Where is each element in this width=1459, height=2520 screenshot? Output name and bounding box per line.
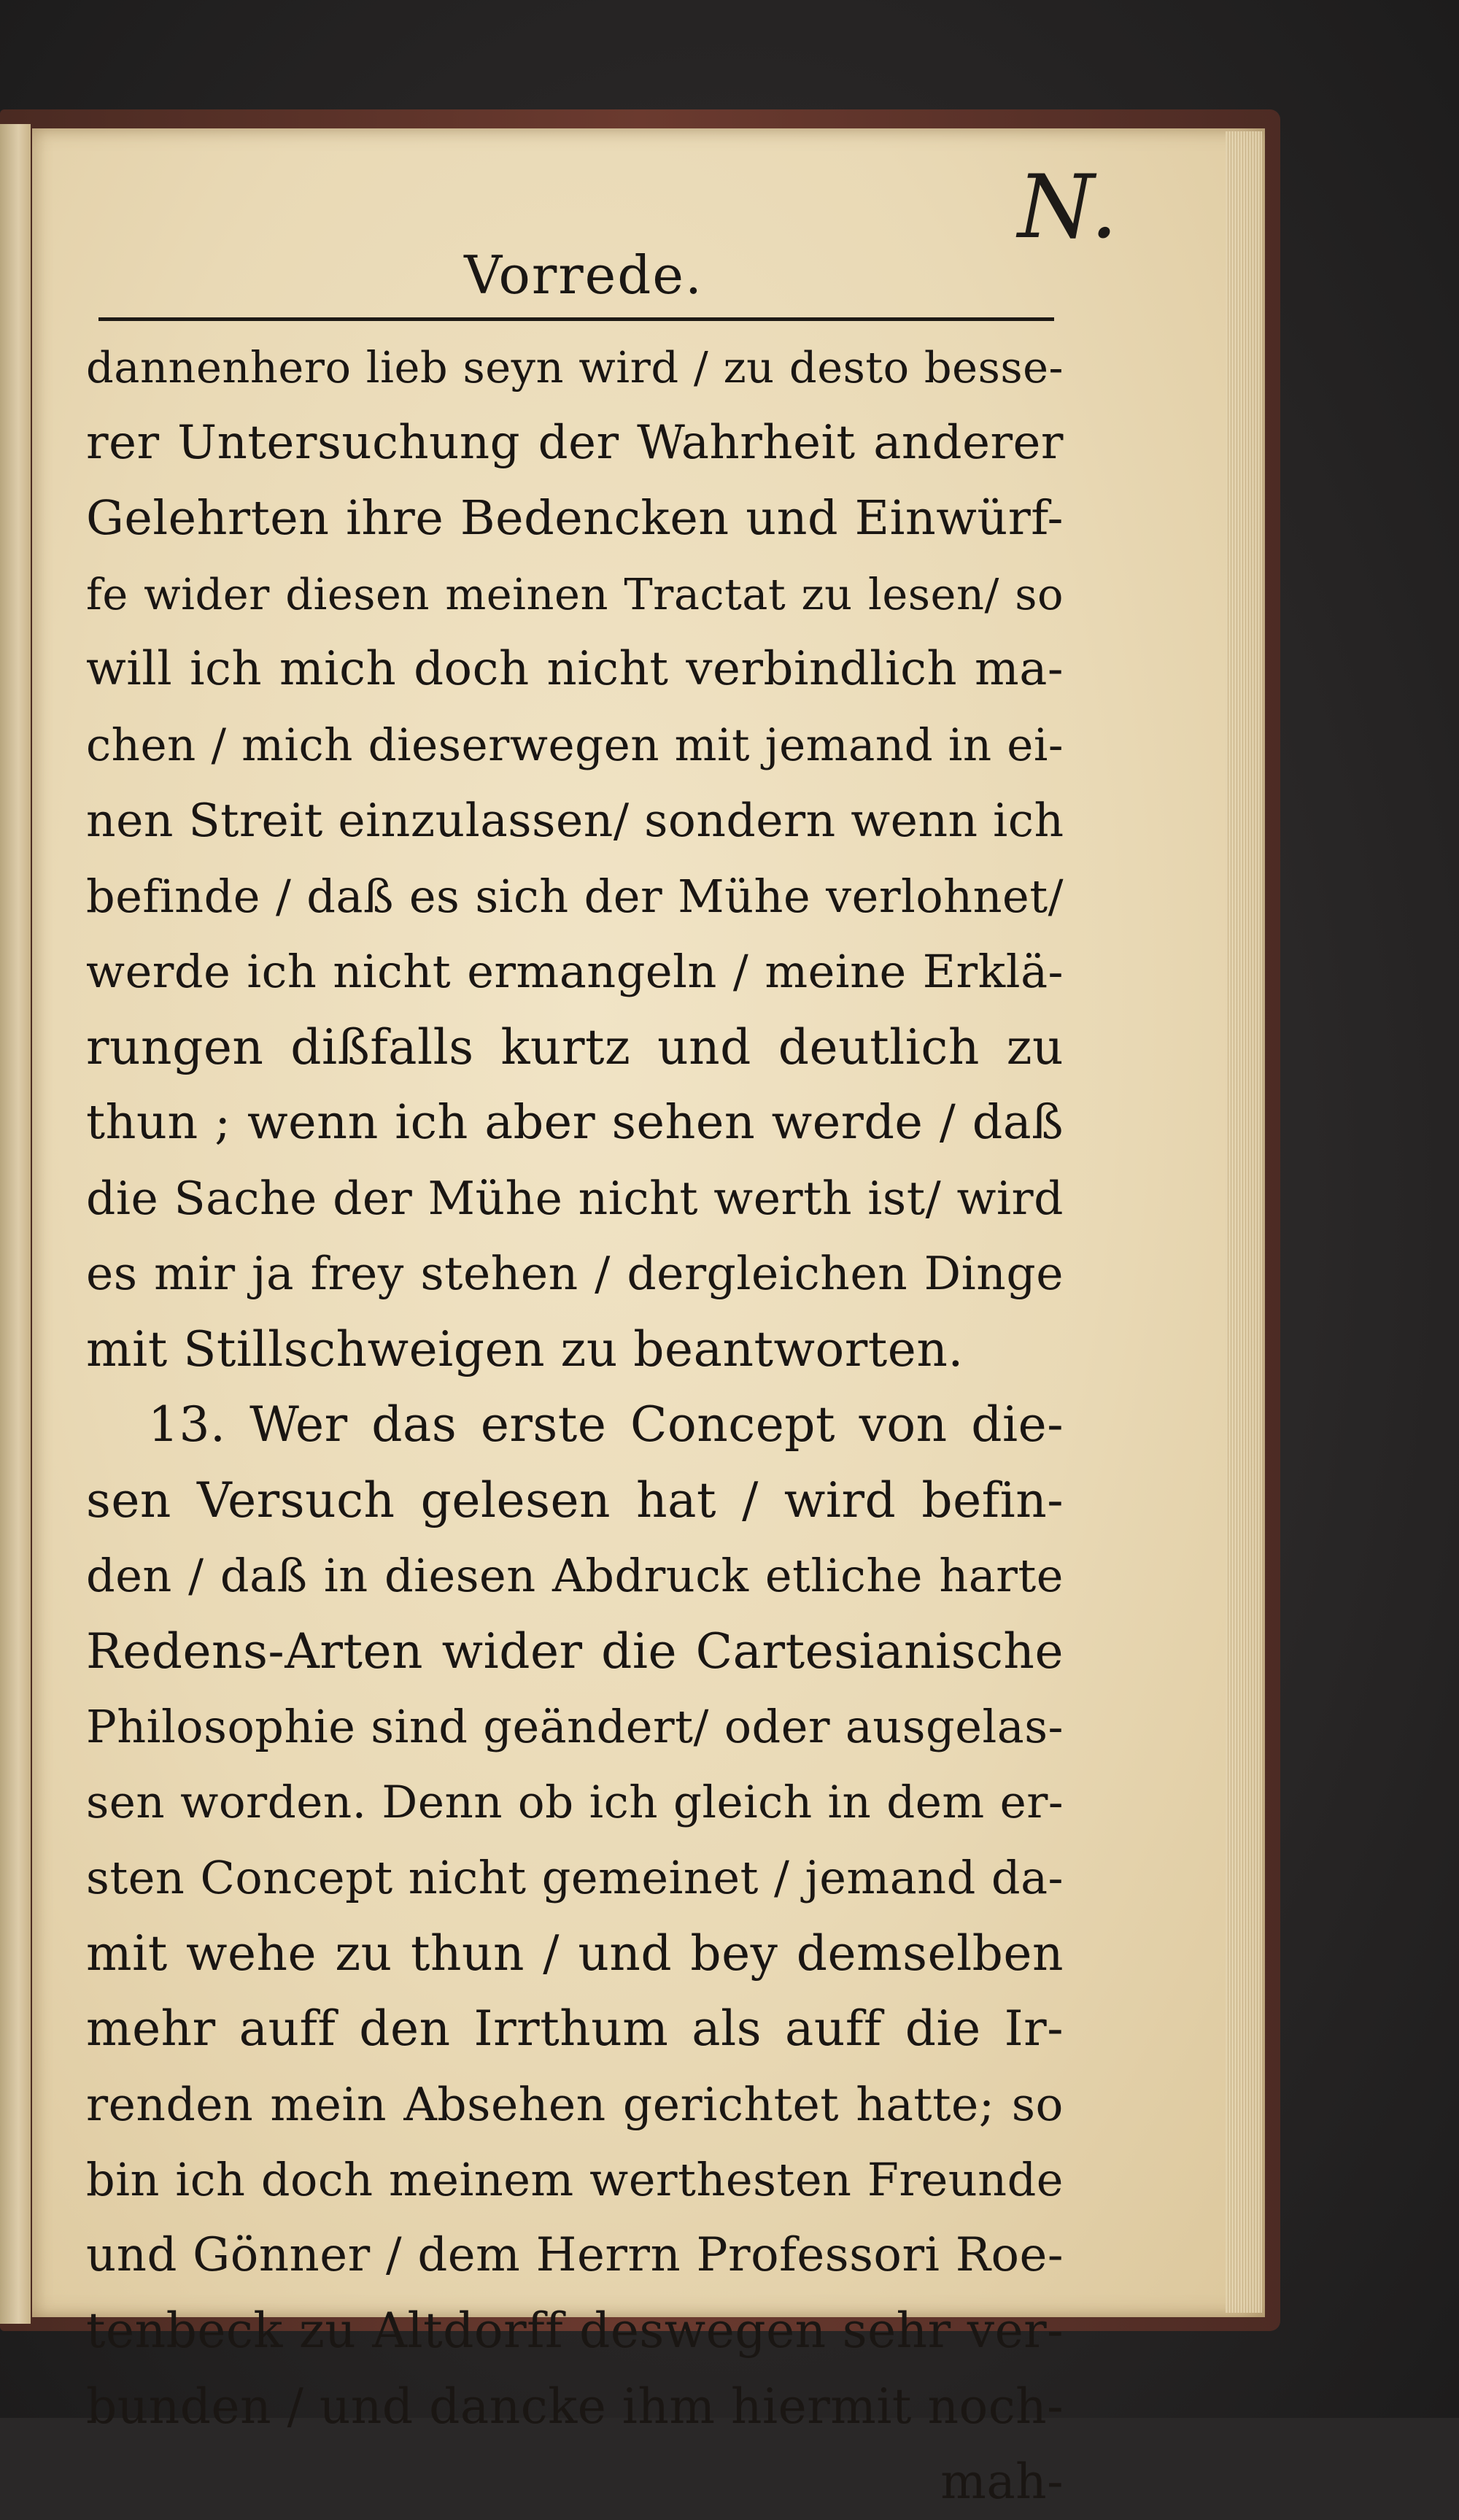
text-line: dannenhero lieb seyn wird / zu desto besse- <box>86 342 1064 393</box>
text-line: werde ich nicht ermangeln / meine Erklä- <box>86 945 1064 998</box>
text-line: sen Versuch gelesen hat / wird befin- <box>86 1472 1064 1528</box>
text-line: bin ich doch meinem werthesten Freunde <box>86 2153 1064 2206</box>
text-line: sen worden. Denn ob ich gleich in dem er- <box>86 1776 1064 1828</box>
text-line: will ich mich doch nicht verbindlich ma- <box>86 642 1064 696</box>
handwritten-margin-mark: N. <box>1018 157 1120 258</box>
text-line: renden mein Absehen gerichtet hatte; so <box>86 2077 1064 2131</box>
text-line: fe wider diesen meinen Tractat zu lesen/ so <box>86 568 1064 619</box>
paragraph-start-line: 13. Wer das erste Concept von die- <box>148 1396 1064 1453</box>
text-line: Gelehrten ihre Bedencken und Einwürf- <box>86 491 1064 546</box>
body-text <box>86 330 1064 2520</box>
text-line: bunden / und dancke ihm hiermit noch- <box>86 2378 1064 2435</box>
header-rule <box>98 317 1054 321</box>
text-line: Redens-Arten wider die Cartesianische <box>86 1623 1064 1680</box>
text-line: chen / mich dieserwegen mit jemand in ei- <box>86 719 1064 771</box>
text-line: tenbeck zu Altdorff deswegen sehr ver- <box>86 2303 1064 2359</box>
text-line: befinde / daß es sich der Mühe verlohnet/ <box>86 869 1064 923</box>
running-header: Vorrede. <box>464 244 703 306</box>
text-line: rungen dißfalls kurtz und deutlich zu <box>86 1019 1064 1075</box>
page-fore-edge <box>1226 131 1262 2313</box>
text-line: nen Streit einzulassen/ sondern wenn ich <box>86 794 1064 847</box>
facing-page-edge <box>0 124 31 2324</box>
text-line: die Sache der Mühe nicht werth ist/ wird <box>86 1171 1064 1225</box>
catchword: mah- <box>940 2454 1064 2510</box>
text-line: rer Untersuchung der Wahrheit anderer <box>86 415 1064 470</box>
text-line: mit Stillschweigen zu beantworten. <box>86 1321 964 1377</box>
text-line: und Gönner / dem Herrn Professori Roe- <box>86 2227 1064 2282</box>
text-line: sten Concept nicht gemeinet / jemand da- <box>86 1851 1064 1904</box>
text-line: mehr auff den Irrthum als auff die Ir- <box>86 2001 1064 2057</box>
text-line: thun ; wenn ich aber sehen werde / daß <box>86 1095 1064 1150</box>
text-line: Philosophie sind geändert/ oder ausgelas- <box>86 1700 1064 1753</box>
text-line: es mir ja frey stehen / dergleichen Dinge <box>86 1247 1064 1300</box>
text-line: mit wehe zu thun / und bey demselben <box>86 1925 1064 1982</box>
text-line: den / daß in diesen Abdruck etliche harte <box>86 1549 1064 1602</box>
